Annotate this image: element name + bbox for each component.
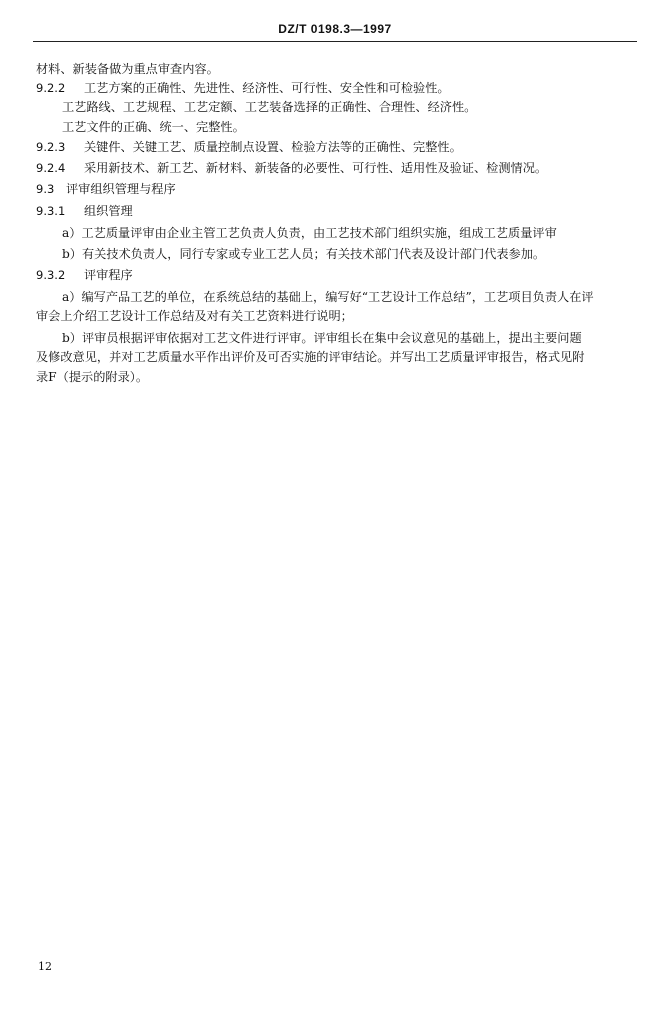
- list-item-continuation: [36, 350, 584, 364]
- clause-number: 9.2.3: [36, 140, 66, 154]
- clause-number: 9.3.1: [36, 204, 66, 218]
- list-item-b: [62, 247, 545, 261]
- clause-9-3-1-heading: [36, 204, 133, 218]
- list-item-text: 审会上介绍工艺设计工作总结及对有关工艺资料进行说明；: [36, 309, 353, 323]
- clause-9-2-3: [36, 140, 462, 154]
- clause-text: 采用新技术、新工艺、新材料、新装备的必要性、可行性、适用性及验证、检测情况。: [84, 161, 548, 175]
- list-item-a: [62, 226, 557, 240]
- section-9-3-heading: [36, 182, 176, 196]
- list-item-continuation: [36, 309, 353, 323]
- paragraph-line: [62, 100, 476, 114]
- header-standard-code: DZ/T 0198.3—1997: [278, 22, 392, 36]
- clause-title: 评审程序: [84, 268, 133, 282]
- list-item-text: a）工艺质量评审由企业主管工艺负责人负责，由工艺技术部门组织实施，组成工艺质量评审: [62, 226, 557, 240]
- clause-text: 关键件、关键工艺、质量控制点设置、检验方法等的正确性、完整性。: [84, 140, 462, 154]
- list-item-text: b）评审员根据评审依据对工艺文件进行评审。评审组长在集中会议意见的基础上，提出主要问题: [62, 331, 582, 345]
- clause-9-3-2-heading: [36, 268, 133, 282]
- line-text: 材料、新装备做为重点审查内容。: [36, 62, 219, 76]
- list-item-a: [62, 290, 594, 304]
- clause-9-2-4: [36, 161, 547, 175]
- clause-text: 工艺方案的正确性、先进性、经济性、可行性、安全性和可检验性。: [84, 81, 450, 95]
- section-number: 9.3: [36, 182, 55, 196]
- list-item-text: a）编写产品工艺的单位，在系统总结的基础上，编写好“工艺设计工作总结”，工艺项目负责人在评: [62, 290, 594, 304]
- list-item-continuation: [36, 370, 148, 384]
- list-item-text: 及修改意见，并对工艺质量水平作出评价及可否实施的评审结论。并写出工艺质量评审报告，格式见附: [36, 350, 585, 364]
- list-item-text: 录F（提示的附录）。: [36, 370, 149, 384]
- header-divider: [33, 41, 637, 42]
- clause-number: 9.3.2: [36, 268, 66, 282]
- line-text: 工艺路线、工艺规程、工艺定额、工艺装备选择的正确性、合理性、经济性。: [62, 100, 477, 114]
- section-title: 评审组织管理与程序: [66, 182, 176, 196]
- line-text: 工艺文件的正确、统一、完整性。: [62, 120, 245, 134]
- paragraph-line: [36, 62, 219, 76]
- clause-number: 9.2.2: [36, 81, 66, 95]
- clause-number: 9.2.4: [36, 161, 66, 175]
- clause-9-2-2: [36, 81, 450, 95]
- list-item-b: [62, 331, 582, 345]
- page-number: 12: [38, 960, 52, 973]
- paragraph-line: [62, 120, 245, 134]
- clause-title: 组织管理: [84, 204, 133, 218]
- list-item-text: b）有关技术负责人，同行专家或专业工艺人员；有关技术部门代表及设计部门代表参加。: [62, 247, 546, 261]
